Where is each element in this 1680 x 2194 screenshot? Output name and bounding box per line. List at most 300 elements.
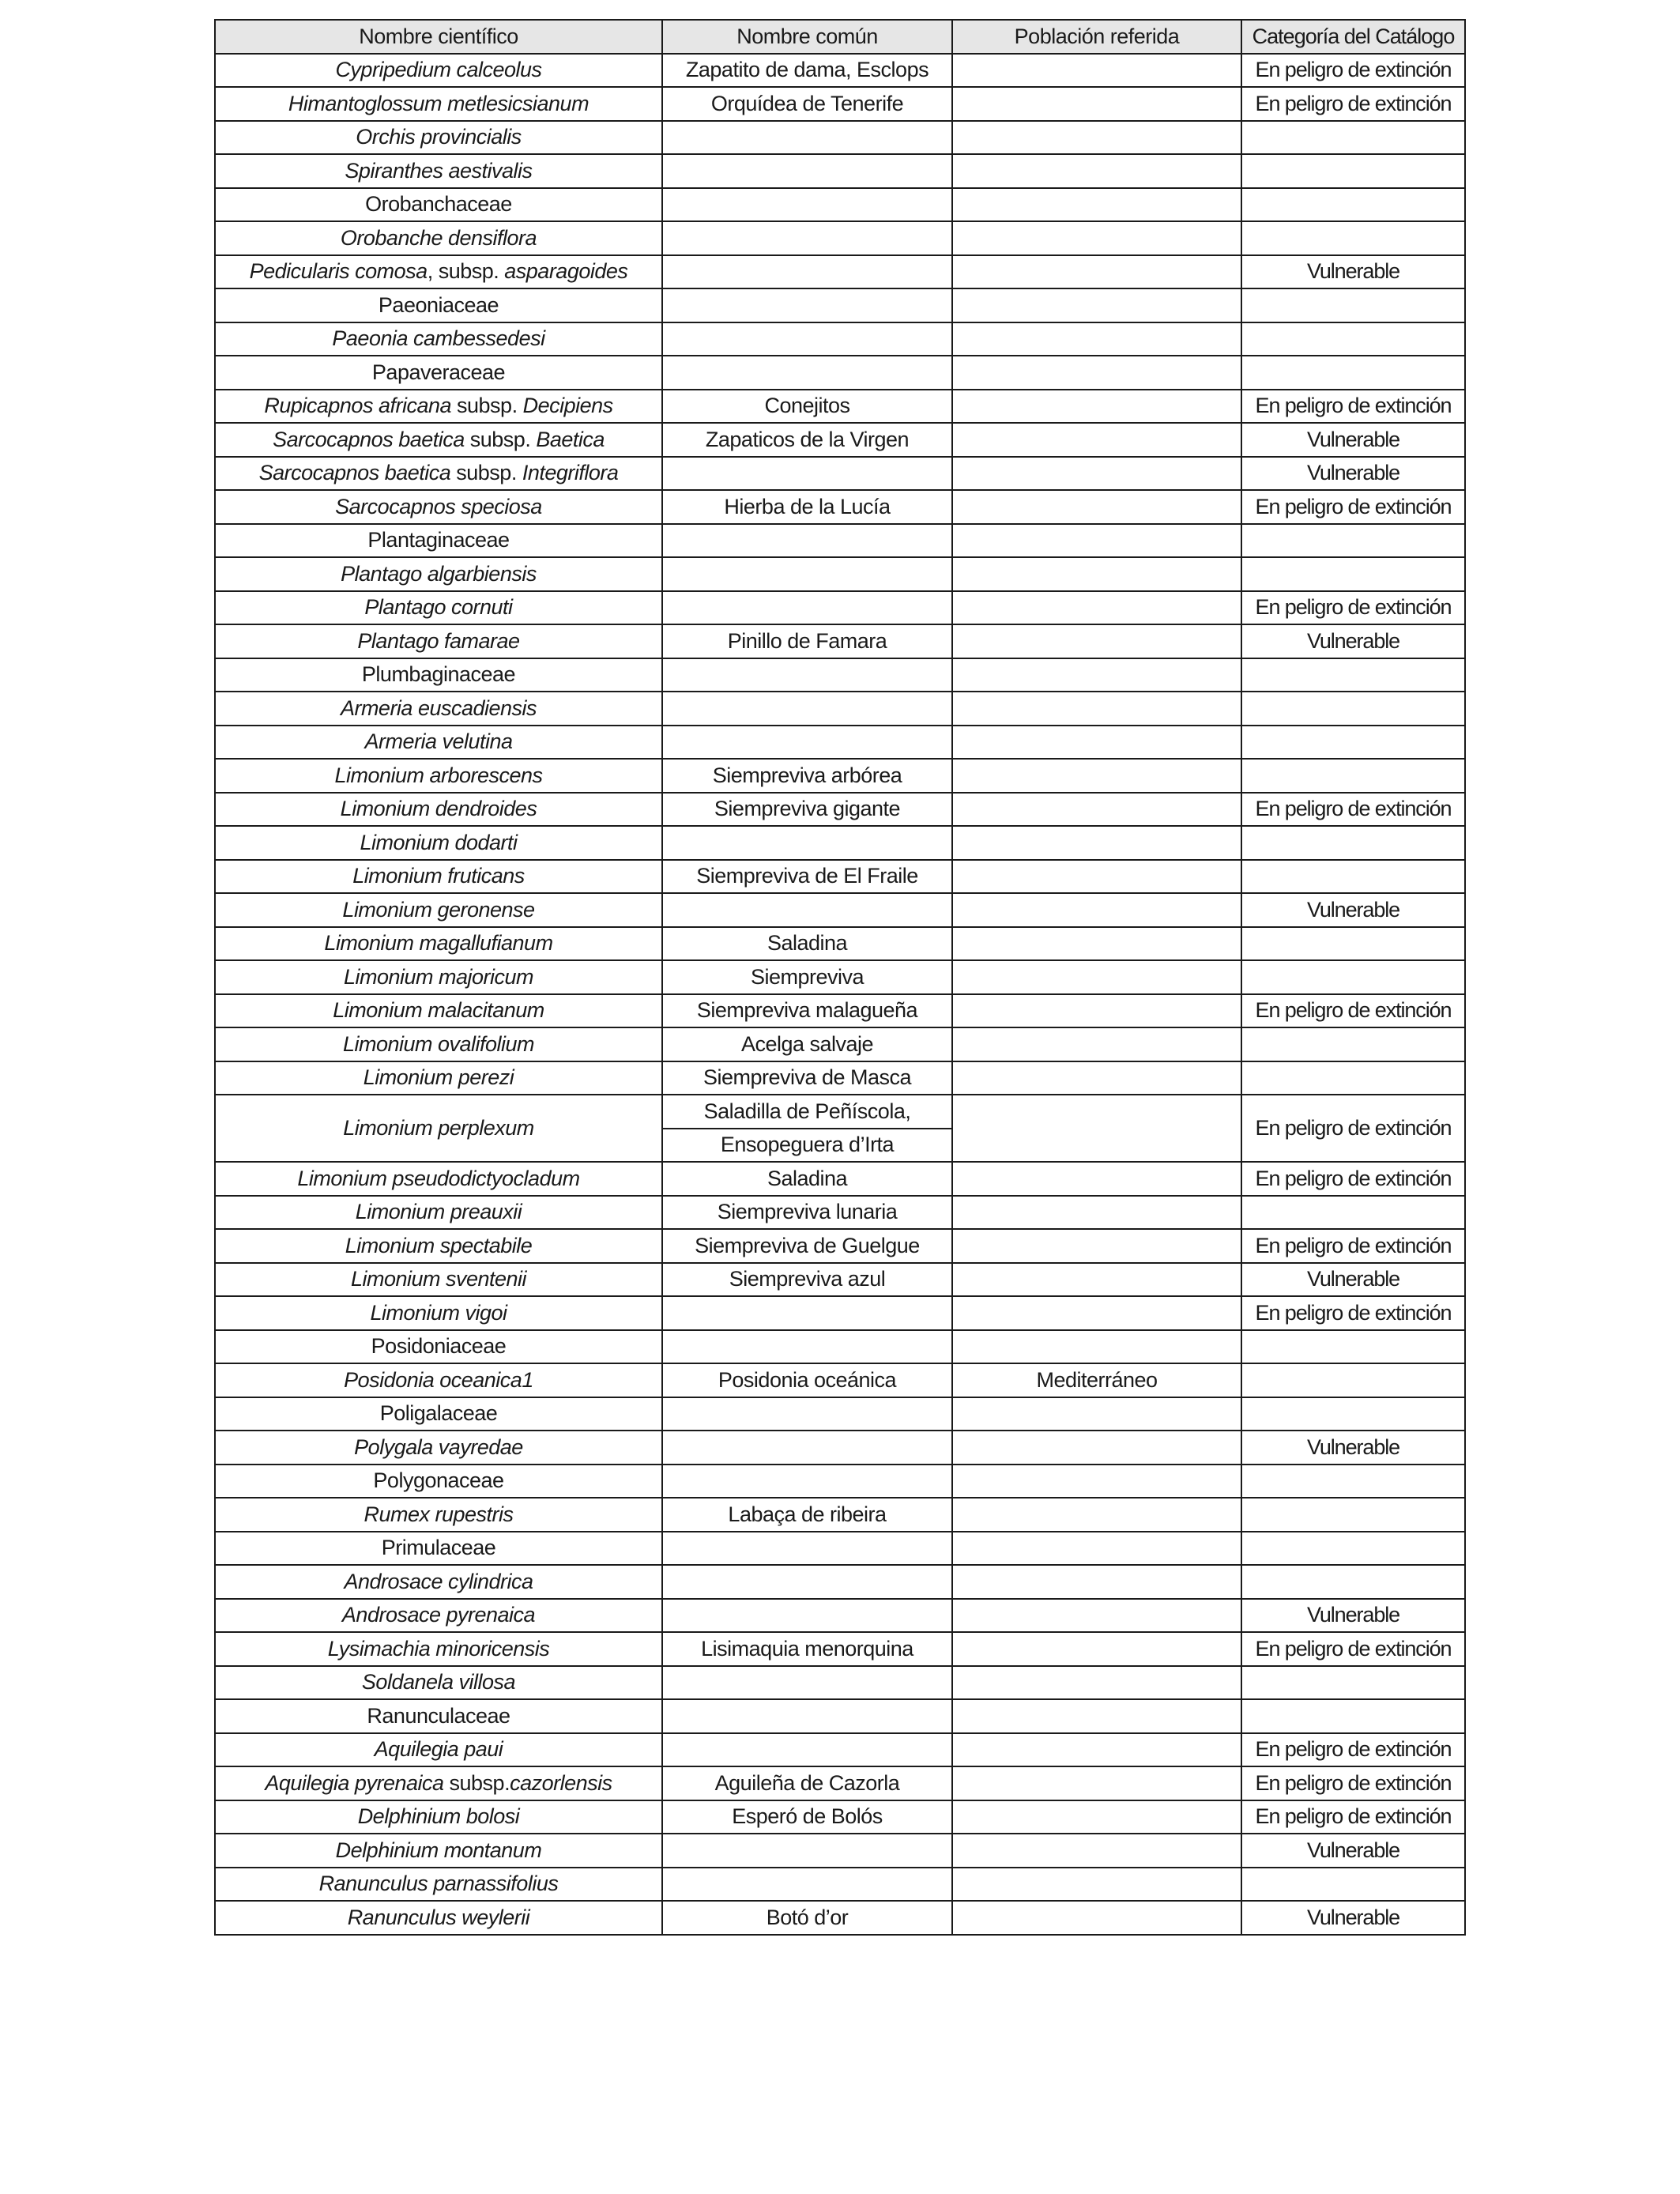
population-cell — [952, 1229, 1241, 1263]
population-cell — [952, 87, 1241, 121]
catalog-category-cell — [1241, 1868, 1465, 1902]
population-cell — [952, 557, 1241, 591]
common-name-cell: Saladina — [662, 927, 952, 961]
table-row — [215, 1632, 1465, 1666]
common-name-cell: Saladina — [662, 1162, 952, 1196]
population-cell — [952, 658, 1241, 692]
catalog-category-cell — [1241, 221, 1465, 255]
scientific-name-part: Himantoglossum metlesicsianum — [288, 91, 590, 115]
common-name-cell — [662, 1599, 952, 1633]
scientific-name-part: Pedicularis comosa — [249, 259, 428, 284]
catalog-category-cell — [1241, 1565, 1465, 1599]
population-cell — [952, 1766, 1241, 1800]
scientific-name-part: Armeria euscadiensis — [340, 696, 537, 720]
common-name-cell — [662, 658, 952, 692]
population-cell — [952, 994, 1241, 1028]
catalog-category-cell: Vulnerable — [1241, 1834, 1465, 1868]
scientific-name-part: Androsace cylindrica — [344, 1569, 533, 1593]
population-cell — [952, 893, 1241, 927]
scientific-name-cell — [215, 1532, 662, 1566]
scientific-name-part: subsp. — [450, 461, 522, 485]
population-cell — [952, 1632, 1241, 1666]
catalog-category-cell: En peligro de extinción — [1241, 1632, 1465, 1666]
population-cell — [952, 1532, 1241, 1566]
scientific-name-part: Posidoniaceae — [371, 1334, 507, 1359]
table-row — [215, 927, 1465, 961]
scientific-name-part: Limonium vigoi — [370, 1300, 507, 1325]
population-cell — [952, 1397, 1241, 1431]
common-name-cell — [662, 1565, 952, 1599]
table-row — [215, 1296, 1465, 1330]
table-row — [215, 1834, 1465, 1868]
population-cell — [952, 624, 1241, 658]
population-cell — [952, 927, 1241, 961]
scientific-name-part: Papaveraceae — [371, 360, 506, 384]
catalog-category-cell: Vulnerable — [1241, 624, 1465, 658]
scientific-name-part: Posidonia oceanica1 — [344, 1367, 533, 1392]
scientific-name-cell — [215, 524, 662, 558]
catalog-category-cell — [1241, 524, 1465, 558]
population-cell — [952, 1263, 1241, 1297]
scientific-name-cell — [215, 154, 662, 188]
scientific-name-cell — [215, 1431, 662, 1465]
scientific-name-cell — [215, 1565, 662, 1599]
population-cell — [952, 490, 1241, 524]
table-row — [215, 154, 1465, 188]
common-name-cell — [662, 1699, 952, 1733]
scientific-name-part: Baetica — [536, 427, 605, 451]
table-row — [215, 1868, 1465, 1902]
catalog-category-cell: Vulnerable — [1241, 1431, 1465, 1465]
common-name-cell — [662, 591, 952, 625]
population-cell — [952, 860, 1241, 894]
scientific-name-part: Aquilegia paui — [374, 1737, 503, 1762]
common-name-cell: Zapatito de dama, Esclops — [662, 54, 952, 88]
scientific-name-part: Limonium spectabile — [345, 1233, 533, 1257]
scientific-name-cell — [215, 726, 662, 760]
population-cell — [952, 1061, 1241, 1095]
table-row — [215, 1532, 1465, 1566]
scientific-name-part: Spiranthes aestivalis — [345, 158, 533, 183]
catalog-category-cell — [1241, 726, 1465, 760]
scientific-name-cell — [215, 288, 662, 322]
catalog-category-cell: En peligro de extinción — [1241, 1095, 1465, 1162]
common-name-cell — [662, 1397, 952, 1431]
scientific-name-cell — [215, 1834, 662, 1868]
scientific-name-cell — [215, 1162, 662, 1196]
table-row — [215, 390, 1465, 424]
scientific-name-cell — [215, 994, 662, 1028]
scientific-name-part: Plantago algarbiensis — [341, 561, 537, 586]
scientific-name-part: Limonium dendroides — [340, 797, 537, 821]
common-name-cell: Siempreviva de Guelgue — [662, 1229, 952, 1263]
scientific-name-part: Plantago famarae — [357, 628, 520, 653]
scientific-name-part: Delphinium bolosi — [357, 1804, 520, 1829]
table-row — [215, 288, 1465, 322]
table-row — [215, 1498, 1465, 1532]
catalog-category-cell — [1241, 960, 1465, 994]
scientific-name-part: Plantaginaceae — [367, 528, 510, 552]
scientific-name-cell — [215, 1901, 662, 1935]
population-cell — [952, 1330, 1241, 1364]
common-name-cell — [662, 221, 952, 255]
population-cell — [952, 826, 1241, 860]
common-name-cell — [662, 288, 952, 322]
table-row — [215, 726, 1465, 760]
common-name-cell: Siempreviva de Masca — [662, 1061, 952, 1095]
table-row — [215, 221, 1465, 255]
scientific-name-part: Limonium perplexum — [343, 1116, 534, 1140]
scientific-name-part: Rupicapnos africana — [264, 394, 452, 418]
catalog-category-cell: Vulnerable — [1241, 423, 1465, 457]
population-cell — [952, 1666, 1241, 1700]
population-cell — [952, 692, 1241, 726]
scientific-name-part: Plumbaginaceae — [361, 662, 516, 687]
scientific-name-cell — [215, 390, 662, 424]
scientific-name-part: subsp. — [464, 427, 537, 451]
scientific-name-cell — [215, 1498, 662, 1532]
population-cell — [952, 356, 1241, 390]
common-name-cell: Siempreviva azul — [662, 1263, 952, 1297]
common-name-cell — [662, 893, 952, 927]
common-name-cell: Lisimaquia menorquina — [662, 1632, 952, 1666]
scientific-name-part: Delphinium montanum — [335, 1838, 542, 1862]
table-row — [215, 1330, 1465, 1364]
scientific-name-cell — [215, 1666, 662, 1700]
common-name-cell: Labaça de ribeira — [662, 1498, 952, 1532]
population-cell — [952, 793, 1241, 827]
common-name-cell: Acelga salvaje — [662, 1027, 952, 1061]
scientific-name-cell — [215, 121, 662, 155]
table-row — [215, 1095, 1465, 1129]
catalog-category-cell — [1241, 1397, 1465, 1431]
table-row — [215, 1465, 1465, 1498]
catalog-category-cell: En peligro de extinción — [1241, 1229, 1465, 1263]
common-name-cell — [662, 121, 952, 155]
scientific-name-part: asparagoides — [504, 259, 628, 284]
common-name-cell: Hierba de la Lucía — [662, 490, 952, 524]
common-name-cell: Pinillo de Famara — [662, 624, 952, 658]
scientific-name-part: Limonium geronense — [342, 897, 535, 922]
population-cell — [952, 1027, 1241, 1061]
population-cell — [952, 423, 1241, 457]
scientific-name-cell — [215, 960, 662, 994]
table-row — [215, 1061, 1465, 1095]
population-cell — [952, 1565, 1241, 1599]
common-name-cell: Saladilla de Peñíscola, — [662, 1095, 952, 1129]
scientific-name-cell — [215, 624, 662, 658]
scientific-name-cell — [215, 457, 662, 491]
population-cell — [952, 1699, 1241, 1733]
table-row — [215, 490, 1465, 524]
table-row — [215, 1699, 1465, 1733]
table-body — [215, 54, 1465, 1935]
scientific-name-part: Primulaceae — [381, 1536, 496, 1560]
table-row — [215, 1800, 1465, 1834]
table-row — [215, 658, 1465, 692]
table-row — [215, 1766, 1465, 1800]
population-cell — [952, 591, 1241, 625]
catalog-category-cell: Vulnerable — [1241, 1263, 1465, 1297]
table-row — [215, 1431, 1465, 1465]
catalog-category-cell: En peligro de extinción — [1241, 54, 1465, 88]
catalog-category-cell: En peligro de extinción — [1241, 1766, 1465, 1800]
scientific-name-part: Decipiens — [522, 394, 613, 418]
scientific-name-cell — [215, 793, 662, 827]
population-cell — [952, 1733, 1241, 1767]
header-catalog-category: Categoría del Catálogo — [1241, 20, 1465, 54]
table-row — [215, 826, 1465, 860]
common-name-cell: Siempreviva de El Fraile — [662, 860, 952, 894]
common-name-cell — [662, 322, 952, 356]
common-name-cell: Ensopeguera d’Irta — [662, 1129, 952, 1163]
table-row — [215, 692, 1465, 726]
catalog-category-cell — [1241, 1465, 1465, 1498]
table-row — [215, 255, 1465, 289]
table-row — [215, 994, 1465, 1028]
common-name-cell: Conejitos — [662, 390, 952, 424]
scientific-name-cell — [215, 759, 662, 793]
scientific-name-cell — [215, 1330, 662, 1364]
scientific-name-cell — [215, 591, 662, 625]
scientific-name-part: Rumex rupestris — [363, 1502, 514, 1526]
catalog-category-cell — [1241, 121, 1465, 155]
common-name-cell: Zapaticos de la Virgen — [662, 423, 952, 457]
scientific-name-part: Paeoniaceae — [378, 292, 499, 317]
catalog-category-cell: Vulnerable — [1241, 457, 1465, 491]
catalog-category-cell — [1241, 356, 1465, 390]
scientific-name-part: Poligalaceae — [379, 1401, 498, 1426]
catalog-category-cell: En peligro de extinción — [1241, 390, 1465, 424]
catalog-category-cell — [1241, 188, 1465, 222]
scientific-name-part: Polygala vayredae — [354, 1434, 523, 1459]
species-catalog-table — [214, 19, 1466, 1936]
common-name-cell: Siempreviva malagueña — [662, 994, 952, 1028]
catalog-category-cell — [1241, 154, 1465, 188]
catalog-category-cell — [1241, 1699, 1465, 1733]
population-cell — [952, 524, 1241, 558]
catalog-category-cell — [1241, 1666, 1465, 1700]
scientific-name-cell — [215, 1465, 662, 1498]
common-name-cell: Esperó de Bolós — [662, 1800, 952, 1834]
common-name-cell — [662, 356, 952, 390]
population-cell — [952, 1465, 1241, 1498]
scientific-name-part: subsp. — [451, 394, 523, 418]
common-name-cell: Botó d’or — [662, 1901, 952, 1935]
table-row — [215, 1229, 1465, 1263]
scientific-name-cell — [215, 1397, 662, 1431]
scientific-name-cell — [215, 1027, 662, 1061]
scientific-name-cell — [215, 1766, 662, 1800]
common-name-cell — [662, 1296, 952, 1330]
scientific-name-cell — [215, 826, 662, 860]
common-name-cell — [662, 1431, 952, 1465]
scientific-name-part: Limonium malacitanum — [333, 998, 544, 1023]
scientific-name-part: Aquilegia pyrenaica — [265, 1770, 444, 1795]
population-cell — [952, 759, 1241, 793]
common-name-cell: Siempreviva lunaria — [662, 1196, 952, 1230]
catalog-category-cell — [1241, 288, 1465, 322]
scientific-name-part: Limonium majoricum — [343, 964, 534, 989]
catalog-category-cell: En peligro de extinción — [1241, 1733, 1465, 1767]
scientific-name-part: Limonium fruticans — [352, 864, 525, 888]
scientific-name-cell — [215, 692, 662, 726]
common-name-cell: Aguileña de Cazorla — [662, 1766, 952, 1800]
catalog-category-cell — [1241, 692, 1465, 726]
common-name-cell — [662, 154, 952, 188]
population-cell: Mediterráneo — [952, 1363, 1241, 1397]
species-table-container — [214, 19, 1464, 1936]
catalog-category-cell: En peligro de extinción — [1241, 1296, 1465, 1330]
table-row — [215, 524, 1465, 558]
scientific-name-cell — [215, 322, 662, 356]
population-cell — [952, 1431, 1241, 1465]
catalog-category-cell — [1241, 860, 1465, 894]
population-cell — [952, 726, 1241, 760]
common-name-cell — [662, 726, 952, 760]
scientific-name-cell — [215, 927, 662, 961]
population-cell — [952, 1834, 1241, 1868]
scientific-name-part: Sarcocapnos speciosa — [335, 494, 542, 518]
catalog-category-cell: Vulnerable — [1241, 1599, 1465, 1633]
header-scientific-name: Nombre científico — [215, 20, 662, 54]
scientific-name-part: Cypripedium calceolus — [335, 58, 542, 82]
catalog-category-cell — [1241, 759, 1465, 793]
catalog-category-cell: En peligro de extinción — [1241, 994, 1465, 1028]
common-name-cell — [662, 826, 952, 860]
table-row — [215, 624, 1465, 658]
scientific-name-part: Orobanche densiflora — [340, 225, 537, 250]
table-row — [215, 1901, 1465, 1935]
population-cell — [952, 457, 1241, 491]
population-cell — [952, 960, 1241, 994]
population-cell — [952, 154, 1241, 188]
table-row — [215, 322, 1465, 356]
scientific-name-part: Paeonia cambessedesi — [332, 326, 545, 351]
table-row — [215, 860, 1465, 894]
catalog-category-cell — [1241, 1498, 1465, 1532]
common-name-cell: Siempreviva — [662, 960, 952, 994]
scientific-name-part: Polygonaceae — [373, 1468, 504, 1493]
common-name-cell — [662, 524, 952, 558]
table-row — [215, 1263, 1465, 1297]
scientific-name-cell — [215, 356, 662, 390]
table-row — [215, 893, 1465, 927]
scientific-name-part: Ranunculus weylerii — [347, 1905, 530, 1929]
scientific-name-cell — [215, 557, 662, 591]
table-row — [215, 960, 1465, 994]
scientific-name-part: Orchis provincialis — [356, 125, 522, 149]
catalog-category-cell: En peligro de extinción — [1241, 793, 1465, 827]
table-row — [215, 1162, 1465, 1196]
catalog-category-cell — [1241, 1061, 1465, 1095]
scientific-name-cell — [215, 188, 662, 222]
scientific-name-part: Sarcocapnos baetica — [273, 427, 465, 451]
scientific-name-cell — [215, 658, 662, 692]
scientific-name-part: Armeria velutina — [364, 729, 513, 754]
common-name-cell — [662, 188, 952, 222]
scientific-name-cell — [215, 423, 662, 457]
catalog-category-cell — [1241, 557, 1465, 591]
table-row — [215, 1196, 1465, 1230]
catalog-category-cell: En peligro de extinción — [1241, 490, 1465, 524]
table-header-row — [215, 20, 1465, 54]
scientific-name-cell — [215, 1800, 662, 1834]
scientific-name-part: Androsace pyrenaica — [341, 1603, 536, 1627]
table-row — [215, 1027, 1465, 1061]
scientific-name-cell — [215, 1095, 662, 1162]
table-row — [215, 1397, 1465, 1431]
scientific-name-cell — [215, 255, 662, 289]
scientific-name-part: Limonium arborescens — [334, 763, 543, 787]
scientific-name-part: Integriflora — [522, 461, 619, 485]
common-name-cell — [662, 457, 952, 491]
scientific-name-part: Limonium preauxii — [355, 1200, 522, 1224]
scientific-name-part: Orobanchaceae — [365, 192, 512, 217]
population-cell — [952, 255, 1241, 289]
scientific-name-cell — [215, 1868, 662, 1902]
scientific-name-part: Limonium magallufianum — [324, 931, 553, 956]
population-cell — [952, 1296, 1241, 1330]
scientific-name-cell — [215, 893, 662, 927]
table-row — [215, 54, 1465, 88]
common-name-cell: Siempreviva gigante — [662, 793, 952, 827]
scientific-name-cell — [215, 54, 662, 88]
scientific-name-cell — [215, 87, 662, 121]
scientific-name-cell — [215, 1229, 662, 1263]
common-name-cell — [662, 1666, 952, 1700]
common-name-cell — [662, 1834, 952, 1868]
scientific-name-part: Sarcocapnos baetica — [258, 461, 451, 485]
catalog-category-cell: Vulnerable — [1241, 893, 1465, 927]
catalog-category-cell: En peligro de extinción — [1241, 591, 1465, 625]
catalog-category-cell — [1241, 927, 1465, 961]
table-row — [215, 188, 1465, 222]
table-row — [215, 1733, 1465, 1767]
population-cell — [952, 288, 1241, 322]
population-cell — [952, 1599, 1241, 1633]
scientific-name-part: Plantago cornuti — [364, 595, 513, 620]
catalog-category-cell — [1241, 1196, 1465, 1230]
population-cell — [952, 322, 1241, 356]
scientific-name-cell — [215, 1263, 662, 1297]
scientific-name-cell — [215, 1196, 662, 1230]
common-name-cell — [662, 255, 952, 289]
table-row — [215, 121, 1465, 155]
catalog-category-cell: En peligro de extinción — [1241, 87, 1465, 121]
scientific-name-part: Limonium dodarti — [360, 830, 518, 854]
table-row — [215, 759, 1465, 793]
table-row — [215, 793, 1465, 827]
scientific-name-part: Ranunculaceae — [367, 1703, 510, 1728]
scientific-name-cell — [215, 1363, 662, 1397]
scientific-name-part: Limonium ovalifolium — [342, 1031, 535, 1056]
catalog-category-cell: En peligro de extinción — [1241, 1800, 1465, 1834]
population-cell — [952, 1196, 1241, 1230]
scientific-name-part: Limonium perezi — [363, 1065, 514, 1090]
scientific-name-part: subsp. — [443, 1770, 510, 1795]
table-row — [215, 1363, 1465, 1397]
catalog-category-cell: Vulnerable — [1241, 1901, 1465, 1935]
table-row — [215, 457, 1465, 491]
common-name-cell: Siempreviva arbórea — [662, 759, 952, 793]
common-name-cell — [662, 1330, 952, 1364]
scientific-name-cell — [215, 490, 662, 524]
common-name-cell — [662, 1733, 952, 1767]
table-row — [215, 1599, 1465, 1633]
population-cell — [952, 1800, 1241, 1834]
catalog-category-cell — [1241, 1532, 1465, 1566]
